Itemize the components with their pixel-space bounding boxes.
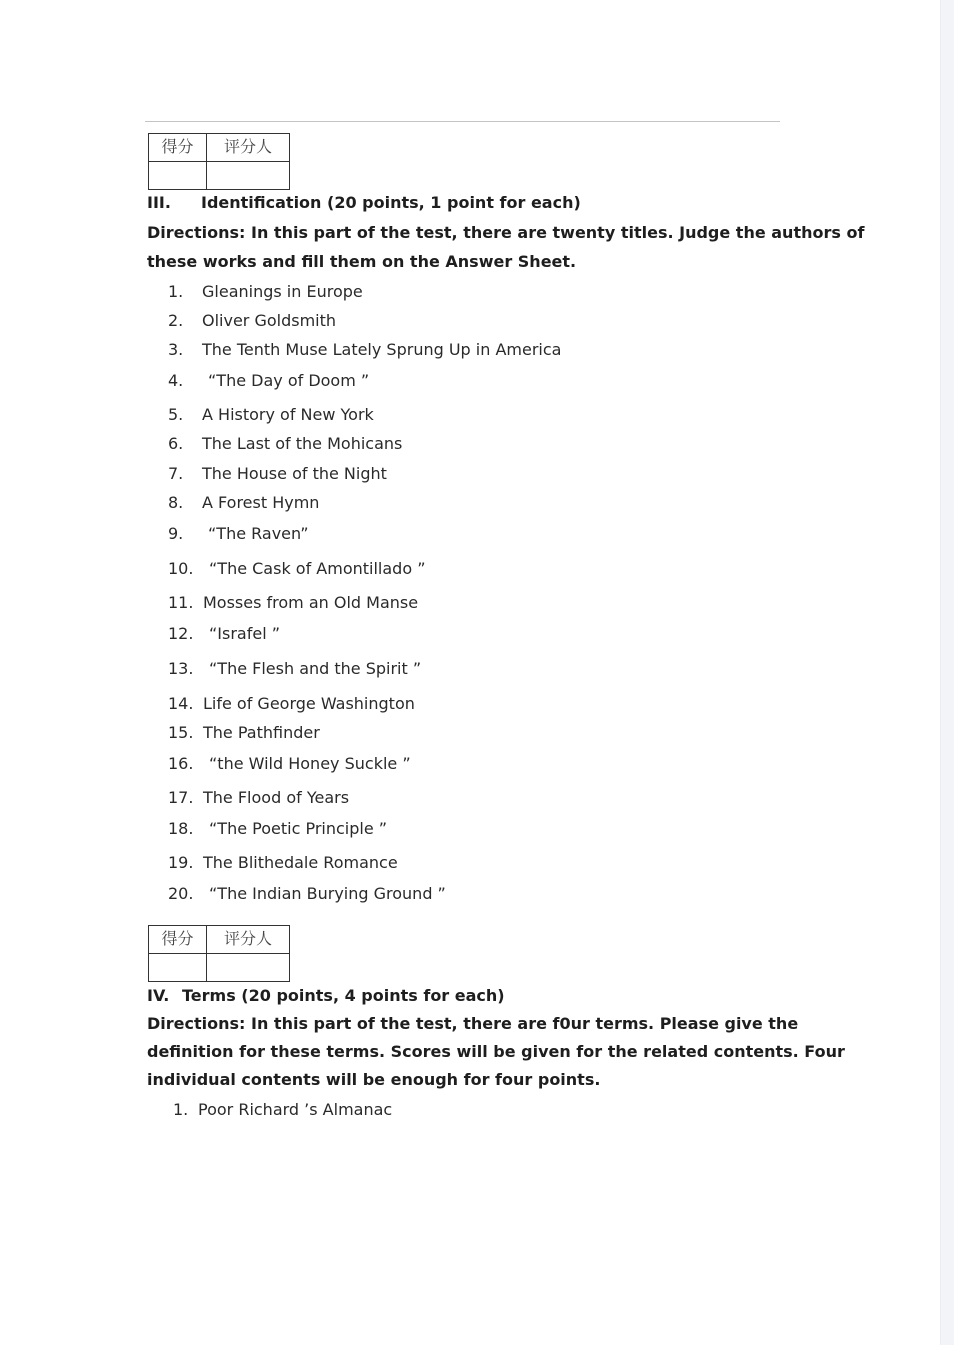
section-4-directions-line-3: individual contents will be enough for four points. <box>147 1070 601 1089</box>
page-right-margin <box>940 0 954 1345</box>
score-cell-label: 得分 <box>149 926 207 954</box>
section-4-directions-line-1: Directions: In this part of the test, there are f0ur terms. Please give the <box>147 1014 799 1033</box>
grader-cell-label: 评分人 <box>207 134 290 162</box>
score-table-section-4 <box>148 925 290 982</box>
grader-cell-empty <box>207 954 290 982</box>
score-table-section-3 <box>148 133 290 190</box>
section-3-title: Identification (20 points, 1 point for each) <box>201 193 581 212</box>
section-4-heading <box>147 986 505 1005</box>
section-3-directions-line-2: these works and fill them on the Answer Sheet. <box>147 252 577 271</box>
grader-cell-label: 评分人 <box>207 926 290 954</box>
section-4-numeral: IV. <box>147 986 170 1005</box>
section-3-heading <box>147 193 581 212</box>
header-rule <box>145 121 780 122</box>
section-4-directions <box>147 1014 845 1098</box>
section-3-directions <box>147 223 865 281</box>
section-4-title: Terms (20 points, 4 points for each) <box>182 986 505 1005</box>
section-3-directions-line-1: Directions: In this part of the test, there are twenty titles. Judge the authors of <box>147 223 865 242</box>
score-cell-empty <box>149 162 207 190</box>
score-cell-empty <box>149 954 207 982</box>
section-4-directions-line-2: definition for these terms. Scores will be given for the related contents. Four <box>147 1042 845 1061</box>
section-3-numeral: III. <box>147 193 171 212</box>
grader-cell-empty <box>207 162 290 190</box>
score-cell-label: 得分 <box>149 134 207 162</box>
